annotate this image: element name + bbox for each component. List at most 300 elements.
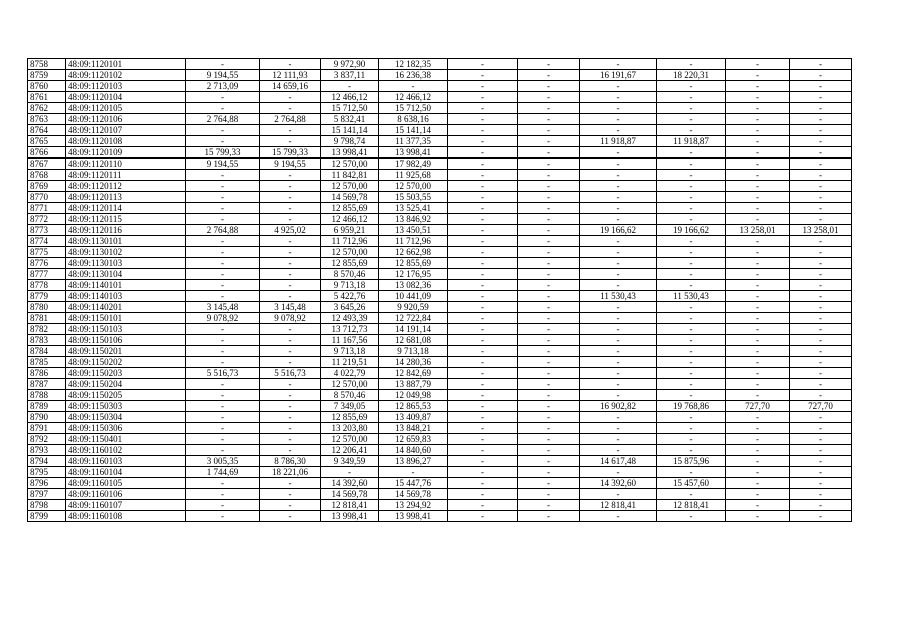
value-cell: - (518, 247, 580, 258)
value-cell: 15 457,60 (657, 478, 726, 489)
value-cell: - (186, 379, 260, 390)
value-cell: - (448, 192, 518, 203)
value-cell: 8 570,46 (321, 269, 379, 280)
value-cell: - (726, 59, 790, 70)
row-number-cell: 8784 (28, 346, 66, 357)
value-cell: - (580, 511, 657, 522)
value-cell: - (518, 59, 580, 70)
value-cell: - (518, 423, 580, 434)
value-cell: - (260, 203, 321, 214)
value-cell: - (726, 478, 790, 489)
value-cell: 11 925,68 (379, 170, 448, 181)
value-cell: - (448, 412, 518, 423)
value-cell: - (260, 181, 321, 192)
value-cell: 14 191,14 (379, 324, 448, 335)
row-number-cell: 8765 (28, 136, 66, 147)
row-number-cell: 8762 (28, 103, 66, 114)
value-cell: 7 349,05 (321, 401, 379, 412)
cadastral-number-cell: 48:09:1150201 (66, 346, 186, 357)
value-cell: 11 918,87 (580, 136, 657, 147)
value-cell: - (657, 103, 726, 114)
value-cell: - (260, 335, 321, 346)
value-cell: - (260, 478, 321, 489)
value-cell: 15 712,50 (321, 103, 379, 114)
value-cell: - (518, 214, 580, 225)
row-number-cell: 8766 (28, 147, 66, 159)
value-cell: - (657, 280, 726, 291)
value-cell: - (726, 434, 790, 445)
value-cell: - (580, 170, 657, 181)
value-cell: - (726, 236, 790, 247)
value-cell: 13 846,92 (379, 214, 448, 225)
value-cell: 17 982,49 (379, 158, 448, 170)
value-cell: - (518, 445, 580, 456)
value-cell: - (448, 379, 518, 390)
value-cell: 12 855,69 (321, 203, 379, 214)
row-number-cell: 8793 (28, 445, 66, 456)
table-row (28, 181, 852, 192)
value-cell: 15 503,55 (379, 192, 448, 203)
cadastral-number-cell: 48:09:1150203 (66, 368, 186, 379)
table-row (28, 203, 852, 214)
value-cell: - (186, 170, 260, 181)
table-row (28, 258, 852, 269)
value-cell: - (260, 59, 321, 70)
value-cell: 11 918,87 (657, 136, 726, 147)
value-cell: 9 713,18 (321, 346, 379, 357)
value-cell: - (448, 236, 518, 247)
value-cell: - (580, 368, 657, 379)
value-cell: - (726, 291, 790, 302)
value-cell: - (448, 445, 518, 456)
value-cell: 11 712,96 (321, 236, 379, 247)
data-table (27, 58, 852, 522)
cadastral-number-cell: 48:09:1160105 (66, 478, 186, 489)
value-cell: 13 998,41 (321, 511, 379, 522)
table-row (28, 335, 852, 346)
value-cell: - (790, 324, 852, 335)
value-cell: - (580, 147, 657, 159)
cadastral-number-cell: 48:09:1160106 (66, 489, 186, 500)
value-cell: 5 832,41 (321, 114, 379, 125)
value-cell: - (448, 125, 518, 136)
value-cell: - (790, 379, 852, 390)
value-cell: - (726, 335, 790, 346)
value-cell: 5 422,76 (321, 291, 379, 302)
value-cell: - (657, 467, 726, 478)
row-number-cell: 8796 (28, 478, 66, 489)
value-cell: 4 022,79 (321, 368, 379, 379)
value-cell: - (518, 92, 580, 103)
value-cell: - (726, 258, 790, 269)
row-number-cell: 8797 (28, 489, 66, 500)
value-cell: - (726, 170, 790, 181)
value-cell: - (657, 247, 726, 258)
value-cell: 9 798,74 (321, 136, 379, 147)
value-cell: - (657, 59, 726, 70)
row-number-cell: 8777 (28, 269, 66, 280)
value-cell: - (790, 346, 852, 357)
value-cell: 11 530,43 (657, 291, 726, 302)
value-cell: - (260, 489, 321, 500)
cadastral-number-cell: 48:09:1120107 (66, 125, 186, 136)
value-cell: 9 078,92 (260, 313, 321, 324)
value-cell: - (790, 423, 852, 434)
table-row (28, 324, 852, 335)
value-cell: - (790, 236, 852, 247)
value-cell: 12 570,00 (321, 434, 379, 445)
value-cell: - (448, 181, 518, 192)
row-number-cell: 8791 (28, 423, 66, 434)
value-cell: - (448, 368, 518, 379)
value-cell: - (726, 346, 790, 357)
value-cell: 13 998,41 (321, 147, 379, 159)
value-cell: - (657, 357, 726, 368)
value-cell: 12 855,69 (321, 258, 379, 269)
value-cell: - (790, 81, 852, 92)
value-cell: - (790, 280, 852, 291)
value-cell: - (726, 70, 790, 81)
value-cell: - (379, 81, 448, 92)
value-cell: - (518, 456, 580, 467)
value-cell: - (580, 236, 657, 247)
value-cell: - (186, 92, 260, 103)
table-row (28, 92, 852, 103)
value-cell: - (790, 125, 852, 136)
row-number-cell: 8770 (28, 192, 66, 203)
cadastral-number-cell: 48:09:1120109 (66, 147, 186, 159)
value-cell: 15 799,33 (260, 147, 321, 159)
value-cell: - (448, 423, 518, 434)
value-cell: - (580, 335, 657, 346)
value-cell: 12 570,00 (321, 158, 379, 170)
row-number-cell: 8788 (28, 390, 66, 401)
value-cell: - (657, 390, 726, 401)
value-cell: - (790, 158, 852, 170)
value-cell: 13 998,41 (379, 147, 448, 159)
value-cell: - (448, 103, 518, 114)
value-cell: - (790, 258, 852, 269)
value-cell: - (580, 181, 657, 192)
value-cell: - (186, 324, 260, 335)
cadastral-number-cell: 48:09:1150303 (66, 401, 186, 412)
value-cell: 18 221,06 (260, 467, 321, 478)
value-cell: - (790, 478, 852, 489)
value-cell: - (260, 500, 321, 511)
value-cell: 8 638,16 (379, 114, 448, 125)
value-cell: 16 236,38 (379, 70, 448, 81)
value-cell: - (657, 181, 726, 192)
value-cell: - (448, 357, 518, 368)
value-cell: - (790, 269, 852, 280)
value-cell: 15 712,50 (379, 103, 448, 114)
cadastral-number-cell: 48:09:1140103 (66, 291, 186, 302)
value-cell: - (186, 291, 260, 302)
table-row (28, 467, 852, 478)
cadastral-number-cell: 48:09:1150205 (66, 390, 186, 401)
value-cell: - (186, 412, 260, 423)
value-cell: - (260, 103, 321, 114)
value-cell: - (448, 114, 518, 125)
value-cell: - (518, 291, 580, 302)
value-cell: 19 768,86 (657, 401, 726, 412)
value-cell: - (726, 136, 790, 147)
value-cell: 14 617,48 (580, 456, 657, 467)
value-cell: - (518, 324, 580, 335)
value-cell: 1 744,69 (186, 467, 260, 478)
value-cell: - (657, 81, 726, 92)
value-cell: 13 203,80 (321, 423, 379, 434)
value-cell: - (726, 247, 790, 258)
value-cell: - (726, 313, 790, 324)
value-cell: - (448, 291, 518, 302)
value-cell: - (448, 302, 518, 313)
value-cell: 15 141,14 (321, 125, 379, 136)
value-cell: 3 005,35 (186, 456, 260, 467)
value-cell: - (726, 511, 790, 522)
value-cell: - (186, 423, 260, 434)
value-cell: 12 466,12 (321, 214, 379, 225)
value-cell: - (448, 214, 518, 225)
table-row (28, 214, 852, 225)
value-cell: - (790, 445, 852, 456)
table-row (28, 456, 852, 467)
value-cell: - (448, 225, 518, 236)
value-cell: 13 258,01 (790, 225, 852, 236)
value-cell: - (790, 302, 852, 313)
value-cell: - (186, 181, 260, 192)
value-cell: 12 681,08 (379, 335, 448, 346)
value-cell: 19 166,62 (657, 225, 726, 236)
value-cell: - (580, 114, 657, 125)
value-cell: - (790, 181, 852, 192)
value-cell: - (580, 445, 657, 456)
value-cell: - (790, 357, 852, 368)
value-cell: 12 176,95 (379, 269, 448, 280)
table-row (28, 225, 852, 236)
value-cell: - (657, 114, 726, 125)
value-cell: 4 925,02 (260, 225, 321, 236)
value-cell: - (518, 379, 580, 390)
value-cell: 3 645,26 (321, 302, 379, 313)
value-cell: 12 818,41 (321, 500, 379, 511)
row-number-cell: 8776 (28, 258, 66, 269)
value-cell: 9 194,55 (260, 158, 321, 170)
value-cell: 13 082,36 (379, 280, 448, 291)
table-row (28, 247, 852, 258)
value-cell: - (186, 500, 260, 511)
table-row (28, 412, 852, 423)
value-cell: 6 959,21 (321, 225, 379, 236)
value-cell: - (657, 489, 726, 500)
value-cell: - (790, 500, 852, 511)
value-cell: - (790, 335, 852, 346)
value-cell: - (186, 192, 260, 203)
value-cell: 14 392,60 (580, 478, 657, 489)
value-cell: 8 570,46 (321, 390, 379, 401)
value-cell: 12 818,41 (580, 500, 657, 511)
value-cell: - (657, 434, 726, 445)
value-cell: - (726, 390, 790, 401)
value-cell: - (260, 357, 321, 368)
value-cell: - (448, 346, 518, 357)
value-cell: - (186, 478, 260, 489)
value-cell: - (260, 247, 321, 258)
table-row (28, 236, 852, 247)
value-cell: - (657, 147, 726, 159)
table-row (28, 170, 852, 181)
cadastral-number-cell: 48:09:1160102 (66, 445, 186, 456)
value-cell: - (186, 247, 260, 258)
value-cell: - (726, 280, 790, 291)
cadastral-number-cell: 48:09:1130101 (66, 236, 186, 247)
value-cell: - (790, 203, 852, 214)
row-number-cell: 8782 (28, 324, 66, 335)
value-cell: - (657, 379, 726, 390)
value-cell: 12 865,53 (379, 401, 448, 412)
value-cell: 13 896,27 (379, 456, 448, 467)
table-row (28, 158, 852, 170)
value-cell: - (518, 412, 580, 423)
value-cell: 12 722,84 (379, 313, 448, 324)
row-number-cell: 8789 (28, 401, 66, 412)
value-cell: - (186, 214, 260, 225)
value-cell: - (518, 500, 580, 511)
value-cell: 3 145,48 (260, 302, 321, 313)
table-row (28, 313, 852, 324)
value-cell: - (186, 335, 260, 346)
value-cell: - (726, 269, 790, 280)
value-cell: - (448, 136, 518, 147)
cadastral-number-cell: 48:09:1120106 (66, 114, 186, 125)
value-cell: - (260, 445, 321, 456)
value-cell: - (260, 412, 321, 423)
value-cell: - (186, 401, 260, 412)
value-cell: - (186, 511, 260, 522)
value-cell: 11 842,81 (321, 170, 379, 181)
value-cell: - (790, 390, 852, 401)
value-cell: - (790, 92, 852, 103)
value-cell: 13 887,79 (379, 379, 448, 390)
value-cell: - (580, 467, 657, 478)
value-cell: - (726, 103, 790, 114)
value-cell: 15 799,33 (186, 147, 260, 159)
value-cell: - (186, 103, 260, 114)
value-cell: - (518, 434, 580, 445)
value-cell: 9 920,59 (379, 302, 448, 313)
value-cell: 9 078,92 (186, 313, 260, 324)
value-cell: - (448, 335, 518, 346)
value-cell: - (186, 445, 260, 456)
value-cell: - (580, 81, 657, 92)
row-number-cell: 8778 (28, 280, 66, 291)
cadastral-number-cell: 48:09:1130102 (66, 247, 186, 258)
value-cell: 9 194,55 (186, 158, 260, 170)
row-number-cell: 8761 (28, 92, 66, 103)
value-cell: - (790, 434, 852, 445)
value-cell: 13 258,01 (726, 225, 790, 236)
value-cell: - (260, 192, 321, 203)
value-cell: 5 516,73 (260, 368, 321, 379)
value-cell: - (186, 59, 260, 70)
value-cell: 14 659,16 (260, 81, 321, 92)
value-cell: - (448, 313, 518, 324)
table-row (28, 390, 852, 401)
table-row (28, 81, 852, 92)
value-cell: - (580, 412, 657, 423)
cadastral-number-cell: 48:09:1120104 (66, 92, 186, 103)
cadastral-number-cell: 48:09:1160108 (66, 511, 186, 522)
cadastral-number-cell: 48:09:1120103 (66, 81, 186, 92)
value-cell: - (790, 70, 852, 81)
value-cell: 12 466,12 (379, 92, 448, 103)
value-cell: 13 848,21 (379, 423, 448, 434)
value-cell: - (657, 92, 726, 103)
value-cell: 9 349,59 (321, 456, 379, 467)
value-cell: - (657, 125, 726, 136)
value-cell: 12 662,98 (379, 247, 448, 258)
cadastral-number-cell: 48:09:1160104 (66, 467, 186, 478)
value-cell: 12 493,39 (321, 313, 379, 324)
value-cell: - (580, 346, 657, 357)
table-row (28, 103, 852, 114)
value-cell: - (726, 125, 790, 136)
value-cell: - (260, 346, 321, 357)
value-cell: 11 377,35 (379, 136, 448, 147)
table-row (28, 489, 852, 500)
cadastral-number-cell: 48:09:1150306 (66, 423, 186, 434)
value-cell: 2 764,88 (186, 225, 260, 236)
value-cell: - (726, 114, 790, 125)
value-cell: 9 713,18 (379, 346, 448, 357)
value-cell: 9 194,55 (186, 70, 260, 81)
value-cell: - (186, 280, 260, 291)
value-cell: - (790, 103, 852, 114)
value-cell: - (518, 258, 580, 269)
value-cell: 14 569,78 (321, 489, 379, 500)
value-cell: - (726, 379, 790, 390)
value-cell: - (726, 456, 790, 467)
value-cell: - (186, 236, 260, 247)
cadastral-number-cell: 48:09:1140201 (66, 302, 186, 313)
value-cell: - (518, 489, 580, 500)
table-row (28, 70, 852, 81)
value-cell: - (790, 291, 852, 302)
value-cell: - (518, 346, 580, 357)
row-number-cell: 8795 (28, 467, 66, 478)
value-cell: - (790, 214, 852, 225)
value-cell: 8 786,30 (260, 456, 321, 467)
value-cell: - (657, 335, 726, 346)
row-number-cell: 8781 (28, 313, 66, 324)
value-cell: - (580, 390, 657, 401)
value-cell: - (726, 368, 790, 379)
value-cell: 12 111,93 (260, 70, 321, 81)
value-cell: - (726, 81, 790, 92)
value-cell: - (726, 412, 790, 423)
row-number-cell: 8759 (28, 70, 66, 81)
value-cell: - (260, 136, 321, 147)
value-cell: - (518, 401, 580, 412)
cadastral-number-cell: 48:09:1150401 (66, 434, 186, 445)
value-cell: 12 842,69 (379, 368, 448, 379)
row-number-cell: 8769 (28, 181, 66, 192)
value-cell: 12 570,00 (379, 181, 448, 192)
value-cell: - (186, 346, 260, 357)
value-cell: - (790, 489, 852, 500)
row-number-cell: 8763 (28, 114, 66, 125)
table-row (28, 401, 852, 412)
